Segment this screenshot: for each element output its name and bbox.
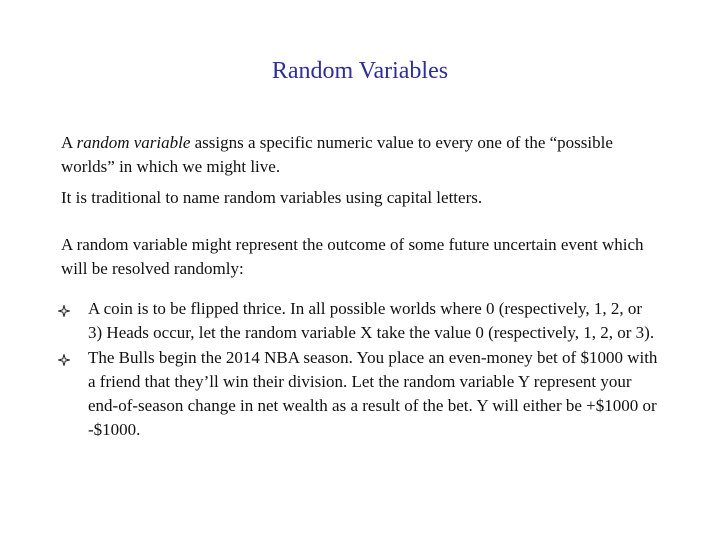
list-item: [58, 346, 658, 442]
list-item: [58, 297, 658, 345]
intro-rest: assigns a specific numeric value to every one of the “possible worlds” in which we might live.: [61, 133, 613, 176]
intro-paragraph: [61, 131, 661, 179]
list-item-text: The Bulls begin the 2014 NBA season. You place an even-money bet of $1000 with a friend that they’ll win their division. Let the random variable Y represent your end-of-season change in net wealth as a result of the bet. Y will either be +$1000 or -$1000.: [88, 348, 658, 439]
intro-term: random variable: [76, 133, 191, 152]
diamond-bullet-icon: [58, 305, 70, 317]
slide-title: Random Variables: [271, 58, 449, 84]
outcome-paragraph: A random variable might represent the outcome of some future uncertain event which will be resolved randomly:: [61, 235, 644, 278]
intro-lead: A: [61, 133, 77, 152]
list-item-text: A coin is to be flipped thrice. In all possible worlds where 0 (respectively, 1, 2, or 3) Heads occur, let the random variable X take the value 0 (respectively, 1, 2, or 3).: [88, 299, 655, 342]
example-list: [58, 297, 658, 443]
naming-paragraph: It is traditional to name random variables using capital letters.: [61, 188, 483, 207]
diamond-bullet-icon: [58, 354, 70, 366]
